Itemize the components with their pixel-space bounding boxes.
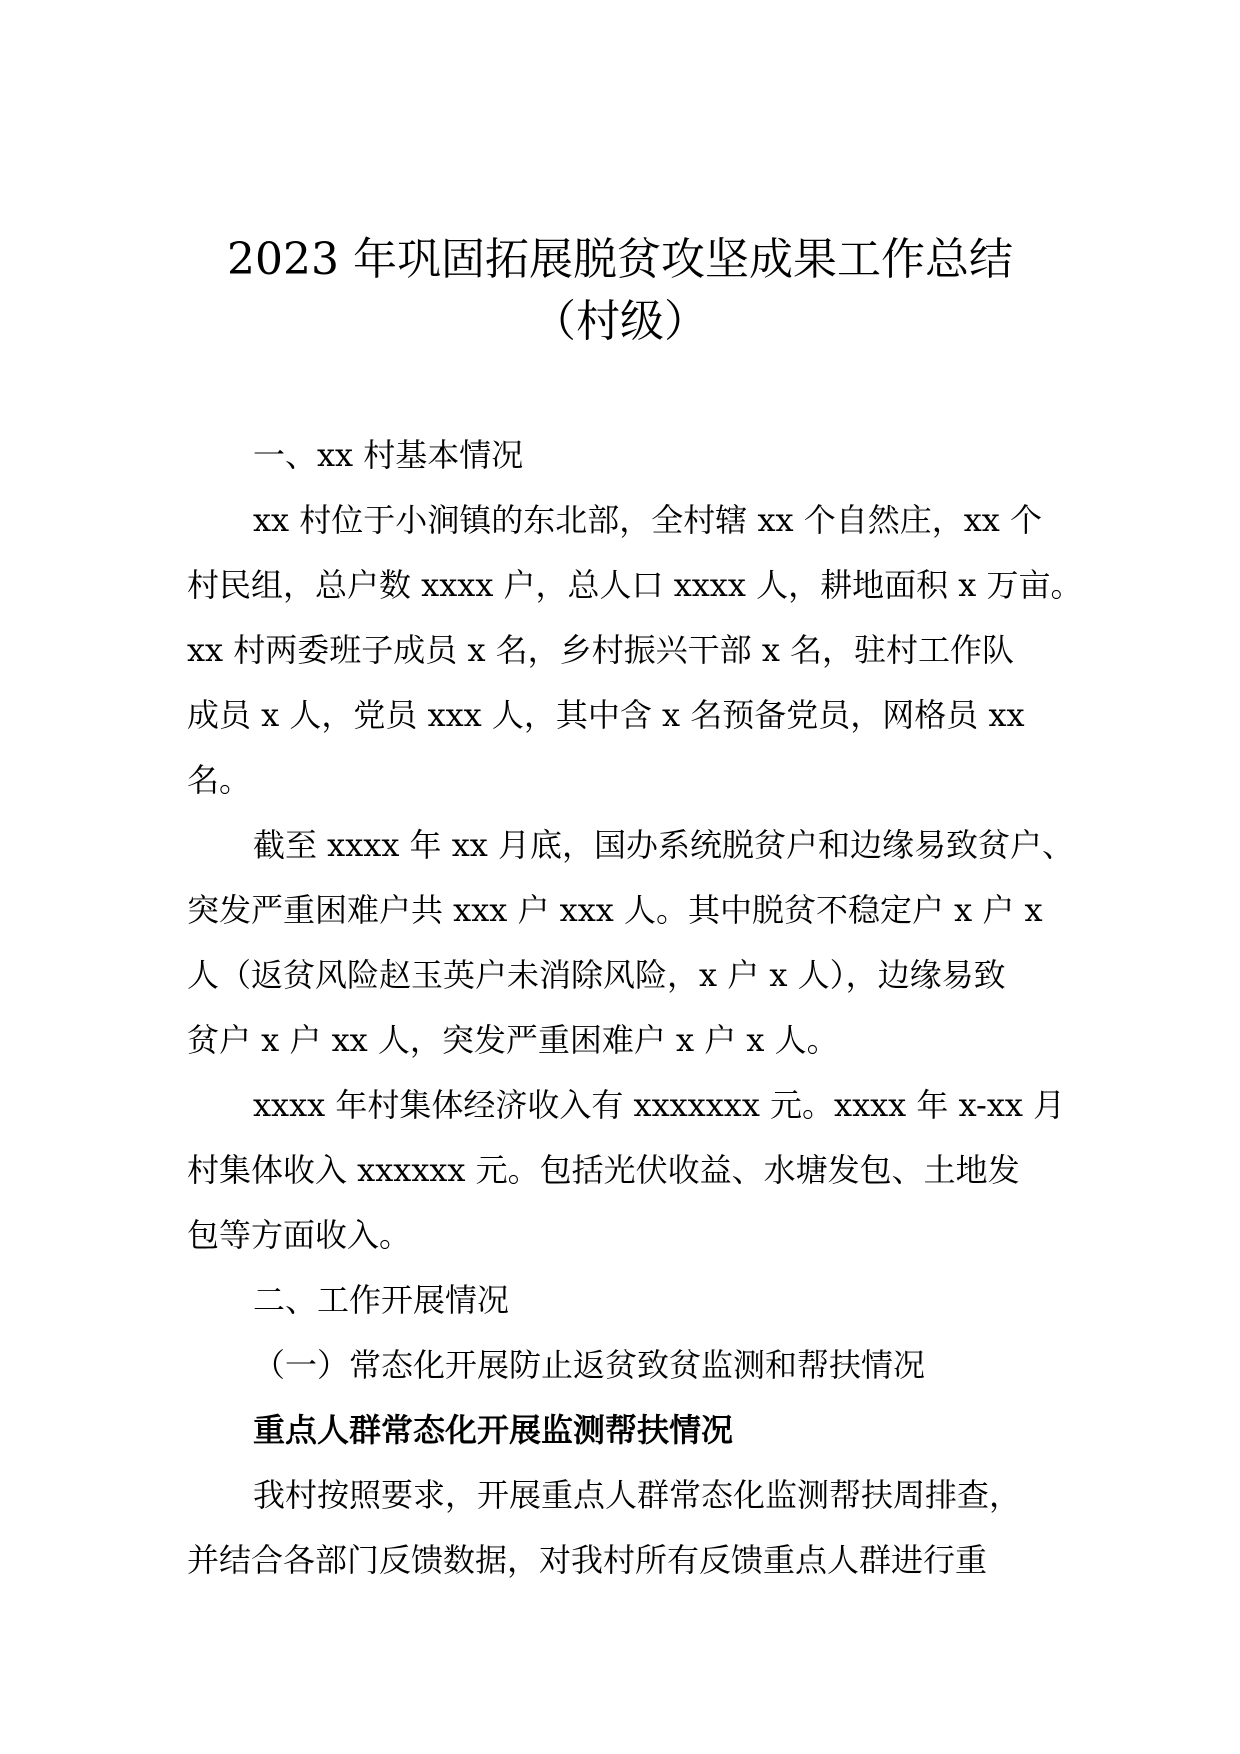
paragraph-line: 截至 xxxx 年 xx 月底，国办系统脱贫户和边缘易致贫户、	[253, 826, 1074, 864]
document-subtitle: （村级）	[532, 296, 708, 347]
paragraph-line: xxxx 年村集体经济收入有 xxxxxxx 元。xxxx 年 x-xx 月	[253, 1086, 1066, 1124]
paragraph-line: 我村按照要求，开展重点人群常态化监测帮扶周排查，	[253, 1476, 1022, 1514]
paragraph-line: 村集体收入 xxxxxx 元。包括光伏收益、水塘发包、土地发	[187, 1151, 1020, 1189]
paragraph-line: xx 村两委班子成员 x 名，乡村振兴干部 x 名，驻村工作队	[187, 631, 1015, 669]
bold-subheading: 重点人群常态化开展监测帮扶情况	[253, 1411, 734, 1449]
paragraph-line: 贫户 x 户 xx 人，突发严重困难户 x 户 x 人。	[187, 1021, 839, 1059]
paragraph-line: 人（返贫风险赵玉英户未消除风险，x 户 x 人），边缘易致	[187, 956, 1006, 994]
paragraph-line: 名。	[187, 761, 252, 799]
paragraph-line: 村民组，总户数 xxxx 户，总人口 xxxx 人，耕地面积 x 万亩。	[187, 566, 1083, 604]
section-heading-1: 一、xx 村基本情况	[253, 436, 524, 474]
paragraph-line: 成员 x 人，党员 xxx 人，其中含 x 名预备党员，网格员 xx	[187, 696, 1025, 734]
paragraph-line: xx 村位于小涧镇的东北部，全村辖 xx 个自然庄，xx 个	[253, 501, 1042, 539]
paragraph-line: 突发严重困难户共 xxx 户 xxx 人。其中脱贫不稳定户 x 户 x	[187, 891, 1043, 929]
paragraph-line: 并结合各部门反馈数据，对我村所有反馈重点人群进行重	[187, 1541, 988, 1579]
paragraph-line: 包等方面收入。	[187, 1216, 412, 1254]
document-title: 2023 年巩固拓展脱贫攻坚成果工作总结	[227, 234, 1013, 285]
subsection-heading: （一）常态化开展防止返贫致贫监测和帮扶情况	[253, 1346, 926, 1384]
section-heading-2: 二、工作开展情况	[253, 1281, 510, 1319]
